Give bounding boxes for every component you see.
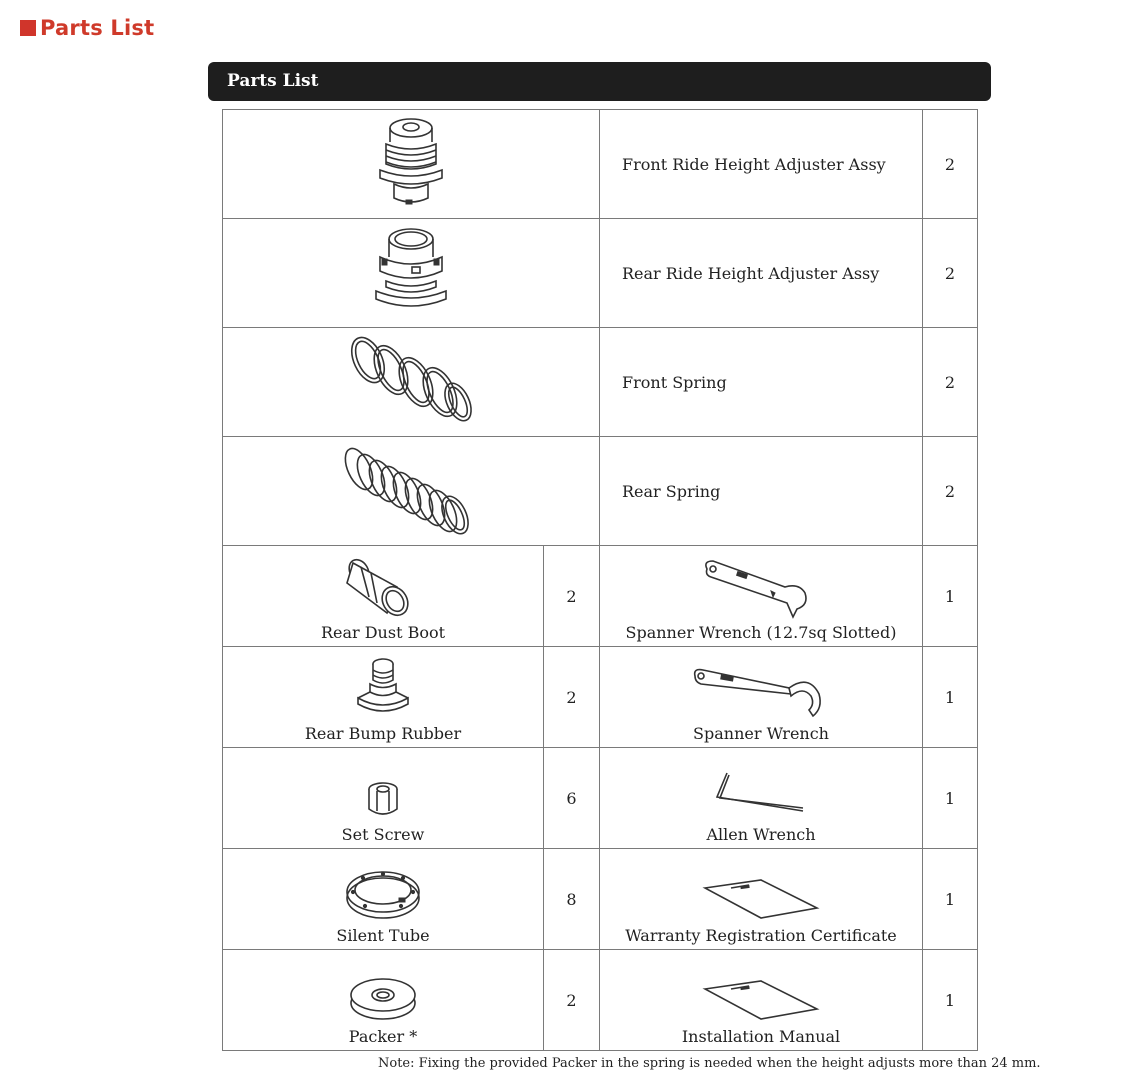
rear-bump-rubber-icon — [348, 656, 418, 720]
rear-dust-boot-icon — [343, 557, 423, 619]
section-title — [20, 14, 154, 42]
rear-ride-height-adjuster-icon — [366, 223, 456, 319]
packer-icon — [347, 975, 419, 1023]
part-qty: 6 — [544, 748, 600, 849]
allen-wrench-icon — [711, 771, 811, 821]
part-name: Set Screw — [341, 825, 425, 844]
part-name: Rear Dust Boot — [320, 623, 446, 642]
section-marker-icon — [20, 20, 36, 36]
table-row — [223, 437, 978, 546]
part-qty: 1 — [923, 849, 978, 950]
part-qty: 8 — [544, 849, 600, 950]
part-name: Warranty Registration Certificate — [625, 926, 897, 945]
table-row — [223, 110, 978, 219]
warranty-certificate-icon — [701, 878, 821, 922]
table-header-title: Parts List — [227, 71, 319, 91]
part-name: Allen Wrench — [706, 825, 816, 844]
footnote: Note: Fixing the provided Packer in the spring is needed when the height adjusts more than 24 mm. — [378, 1056, 1041, 1071]
part-qty: 2 — [923, 219, 978, 328]
part-name: Packer * — [348, 1027, 418, 1046]
part-qty: 1 — [923, 748, 978, 849]
part-name: Spanner Wrench (12.7sq Slotted) — [625, 623, 897, 642]
table-header-bar — [208, 62, 991, 101]
table-row — [223, 219, 978, 328]
table-row — [223, 328, 978, 437]
part-qty: 2 — [544, 950, 600, 1051]
table-row — [223, 546, 978, 647]
part-qty: 2 — [923, 328, 978, 437]
part-qty: 1 — [923, 647, 978, 748]
installation-manual-icon — [701, 979, 821, 1023]
part-name: Rear Ride Height Adjuster Assy — [600, 219, 923, 328]
part-qty: 2 — [544, 546, 600, 647]
part-name: Front Spring — [600, 328, 923, 437]
part-qty: 2 — [923, 110, 978, 219]
part-name: Front Ride Height Adjuster Assy — [600, 110, 923, 219]
table-row — [223, 950, 978, 1051]
part-name: Silent Tube — [336, 926, 430, 945]
table-row — [223, 849, 978, 950]
set-screw-icon — [363, 781, 403, 821]
part-qty: 2 — [923, 437, 978, 546]
part-name: Installation Manual — [681, 1027, 841, 1046]
rear-spring-icon — [341, 439, 481, 539]
part-name: Spanner Wrench — [693, 724, 829, 743]
table-row — [223, 647, 978, 748]
part-name: Rear Bump Rubber — [304, 724, 462, 743]
part-qty: 1 — [923, 546, 978, 647]
slotted-spanner-wrench-icon — [701, 559, 821, 619]
silent-tube-icon — [343, 866, 423, 922]
part-qty: 2 — [544, 647, 600, 748]
part-qty: 1 — [923, 950, 978, 1051]
spanner-wrench-icon — [691, 664, 831, 720]
section-title-text: Parts List — [40, 16, 155, 40]
table-row — [223, 748, 978, 849]
front-ride-height-adjuster-icon — [366, 114, 456, 210]
parts-table — [222, 109, 978, 1051]
part-name: Rear Spring — [600, 437, 923, 546]
front-spring-icon — [346, 330, 476, 430]
